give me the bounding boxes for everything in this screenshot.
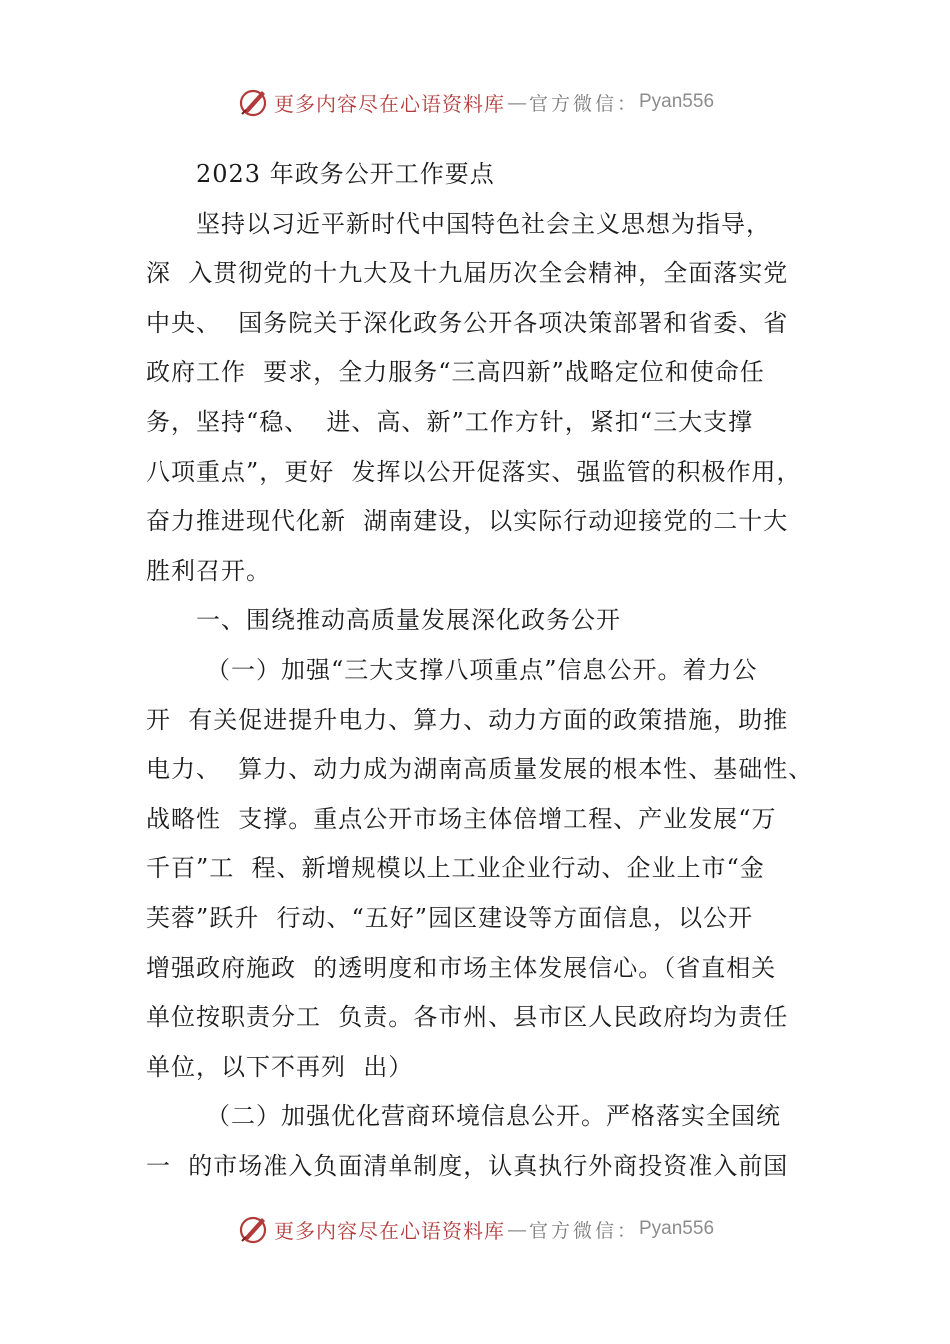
- watermark-separator: —: [506, 1217, 527, 1241]
- watermark-wechat-id: Pyan556: [639, 91, 715, 112]
- paragraph-line: 千百”工 程、新增规模以上工业企业行动、企业上市“金: [146, 854, 765, 883]
- watermark-header: [0, 82, 950, 122]
- paragraph-line: 一 的市场准入负面清单制度，认真执行外商投资准入前国: [146, 1151, 789, 1180]
- watermark-label: 官方微信：: [528, 1219, 639, 1242]
- watermark-brand: 更多内容尽在心语资料库: [273, 91, 505, 116]
- paragraph-line: 务，坚持“稳、 进、高、新”工作方针，紧扣“三大支撑: [146, 407, 754, 436]
- paragraph-line: 单位，以下不再列 出）: [146, 1052, 414, 1081]
- paragraph-line: 深 入贯彻党的十九大及十九届历次全会精神，全面落实党: [146, 259, 789, 288]
- paragraph-line: 政府工作 要求，全力服务“三高四新”战略定位和使命任: [146, 358, 765, 387]
- paragraph-line: 单位按职责分工 负责。各市州、县市区人民政府均为责任: [146, 1003, 789, 1032]
- paragraph-line: 芙蓉”跃升 行动、“五好”园区建设等方面信息，以公开: [146, 903, 754, 932]
- quill-logo-icon: [236, 85, 270, 119]
- section-heading: 一、围绕推动高质量发展深化政务公开: [196, 606, 621, 635]
- watermark-separator: —: [506, 90, 527, 114]
- watermark-wechat-id: Pyan556: [639, 1218, 715, 1239]
- paragraph-line: 开 有关促进提升电力、算力、动力方面的政策措施，助推: [146, 705, 789, 734]
- document-title: 2023 年政务公开工作要点: [196, 160, 495, 188]
- paragraph-line: 增强政府施政 的透明度和市场主体发展信心。（省直相关: [146, 953, 777, 982]
- paragraph-line: 电力、 算力、动力成为湖南高质量发展的根本性、基础性、: [146, 755, 814, 784]
- paragraph-line: 坚持以习近平新时代中国特色社会主义思想为指导，: [196, 209, 771, 238]
- document-body: [146, 150, 836, 1191]
- subsection-heading: （一）加强“三大支撑八项重点”信息公开。着力公: [206, 655, 758, 684]
- watermark-label: 官方微信：: [528, 92, 639, 115]
- paragraph-line: 奋力推进现代化新 湖南建设，以实际行动迎接党的二十大: [146, 507, 789, 536]
- paragraph-line: 八项重点”，更好 发挥以公开促落实、强监管的积极作用，: [146, 457, 802, 486]
- paragraph-line: 战略性 支撑。重点公开市场主体倍增工程、产业发展“万: [146, 804, 777, 833]
- paragraph-line: 中央、 国务院关于深化政务公开各项决策部署和省委、省: [146, 308, 789, 337]
- watermark-footer: [0, 1209, 950, 1249]
- paragraph-line: 胜利召开。: [146, 556, 271, 585]
- watermark-brand: 更多内容尽在心语资料库: [273, 1218, 505, 1243]
- quill-logo-icon: [236, 1212, 270, 1246]
- subsection-heading: （二）加强优化营商环境信息公开。严格落实全国统: [206, 1102, 781, 1131]
